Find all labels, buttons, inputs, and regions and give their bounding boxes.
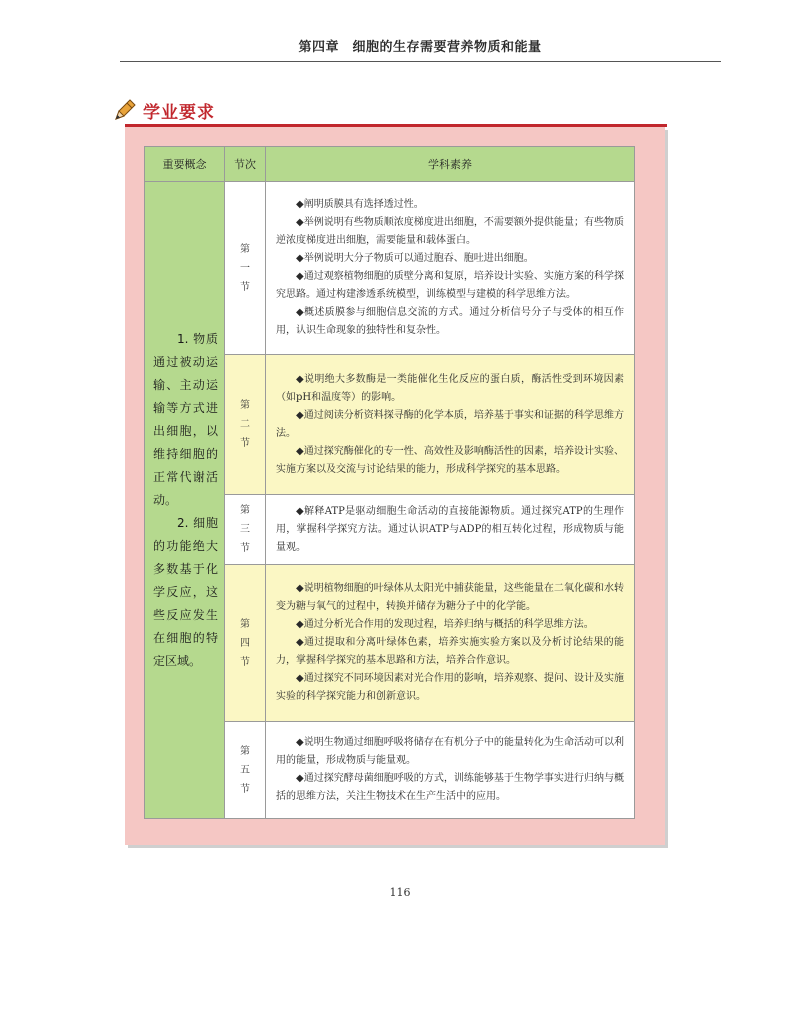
section-char: 节 — [240, 281, 250, 293]
section-cell — [225, 722, 266, 819]
concept-cell — [145, 182, 225, 819]
literacy-item: ◆解释ATP是驱动细胞生命活动的直接能源物质。通过探究ATP的生理作用，掌握科学探究方法。通过认识ATP与ADP的相互转化过程，形成物质与能量观。 — [276, 505, 624, 553]
section-char: 一 — [240, 262, 250, 274]
requirements-table — [144, 146, 635, 819]
literacy-item: ◆通过提取和分离叶绿体色素，培养实施实验方案以及分析讨论结果的能力，掌握科学探究的基本思路和方法，培养合作意识。 — [276, 637, 624, 666]
header-rule — [120, 61, 721, 62]
literacy-item: ◆通过探究酶催化的专一性、高效性及影响酶活性的因素，培养设计实验、实施方案以及交流与讨论结果的能力，形成科学探究的基本思路。 — [276, 445, 624, 475]
section-char: 第 — [240, 745, 250, 757]
literacy-item: ◆举例说明有些物质顺浓度梯度进出细胞，不需要额外提供能量；有些物质逆浓度梯度进出细胞，需要能量和载体蛋白。 — [276, 217, 624, 246]
section-cell — [225, 565, 266, 722]
literacy-item: ◆概述质膜参与细胞信息交流的方式。通过分析信号分子与受体的相互作用，认识生命现象的独特性和复杂性。 — [276, 307, 624, 336]
section-char: 节 — [240, 783, 250, 795]
header-literacy: 学科素养 — [266, 147, 635, 182]
literacy-item: ◆阐明质膜具有选择透过性。 — [296, 199, 424, 210]
section-char: 节 — [240, 438, 250, 449]
section-char: 节 — [240, 656, 250, 668]
page-number: 116 — [389, 886, 411, 899]
section-cell — [225, 495, 266, 565]
section-char: 第 — [240, 243, 250, 255]
literacy-cell — [266, 722, 635, 819]
literacy-item: ◆说明绝大多数酶是一类能催化生化反应的蛋白质，酶活性受到环境因素（如pH和温度等）的影响。 — [276, 373, 624, 403]
literacy-item: ◆说明植物细胞的叶绿体从太阳光中捕获能量，这些能量在二氧化碳和水转变为糖与氧气的过程中，转换并储存为糖分子中的化学能。 — [276, 583, 624, 612]
literacy-cell — [266, 182, 635, 355]
section-cell — [225, 182, 266, 355]
section-char: 四 — [240, 637, 250, 649]
section-char: 三 — [240, 524, 250, 535]
header-section: 节次 — [225, 147, 266, 182]
section-label — [113, 98, 215, 122]
section-cell — [225, 355, 266, 495]
literacy-item: ◆通过探究不同环境因素对光合作用的影响，培养观察、提问、设计及实施实验的科学探究能力和创新意识。 — [276, 673, 624, 702]
literacy-cell — [266, 355, 635, 495]
table-header-row — [145, 147, 635, 182]
section-char: 五 — [240, 764, 250, 776]
literacy-item: ◆说明生物通过细胞呼吸将储存在有机分子中的能量转化为生命活动可以利用的能量，形成物质与能量观。 — [276, 737, 624, 766]
section-title: 学业要求 — [143, 102, 215, 123]
section-char: 二 — [240, 419, 250, 430]
literacy-item: ◆通过观察植物细胞的质壁分离和复原，培养设计实验、实施方案的科学探究思路。通过构建渗透系统模型，训练模型与建模的科学思维方法。 — [276, 271, 624, 300]
literacy-cell — [266, 565, 635, 722]
literacy-item: ◆通过阅读分析资料探寻酶的化学本质，培养基于事实和证据的科学思维方法。 — [276, 409, 624, 439]
literacy-item: ◆通过分析光合作用的发现过程，培养归纳与概括的科学思维方法。 — [296, 619, 594, 630]
section-char: 第 — [240, 400, 250, 411]
concept-text: 1. 物质通过被动运输、主动运输等方式进出细胞，以维持细胞的正常代谢活动。 — [153, 331, 218, 507]
section-char: 第 — [240, 618, 250, 630]
concept-text: 2. 细胞的功能绝大多数基于化学反应，这些反应发生在细胞的特定区域。 — [153, 515, 218, 668]
literacy-item: ◆通过探究酵母菌细胞呼吸的方式，训练能够基于生物学事实进行归纳与概括的思维方法，关注生物技术在生产生活中的应用。 — [276, 773, 624, 802]
literacy-cell — [266, 495, 635, 565]
table-row — [145, 182, 635, 355]
header-concept: 重要概念 — [145, 147, 225, 182]
section-char: 节 — [240, 543, 250, 554]
section-char: 第 — [240, 505, 250, 516]
pencil-icon — [113, 98, 139, 122]
running-header: 第四章 细胞的生存需要营养物质和能量 — [298, 40, 542, 55]
literacy-item: ◆举例说明大分子物质可以通过胞吞、胞吐进出细胞。 — [296, 253, 534, 264]
